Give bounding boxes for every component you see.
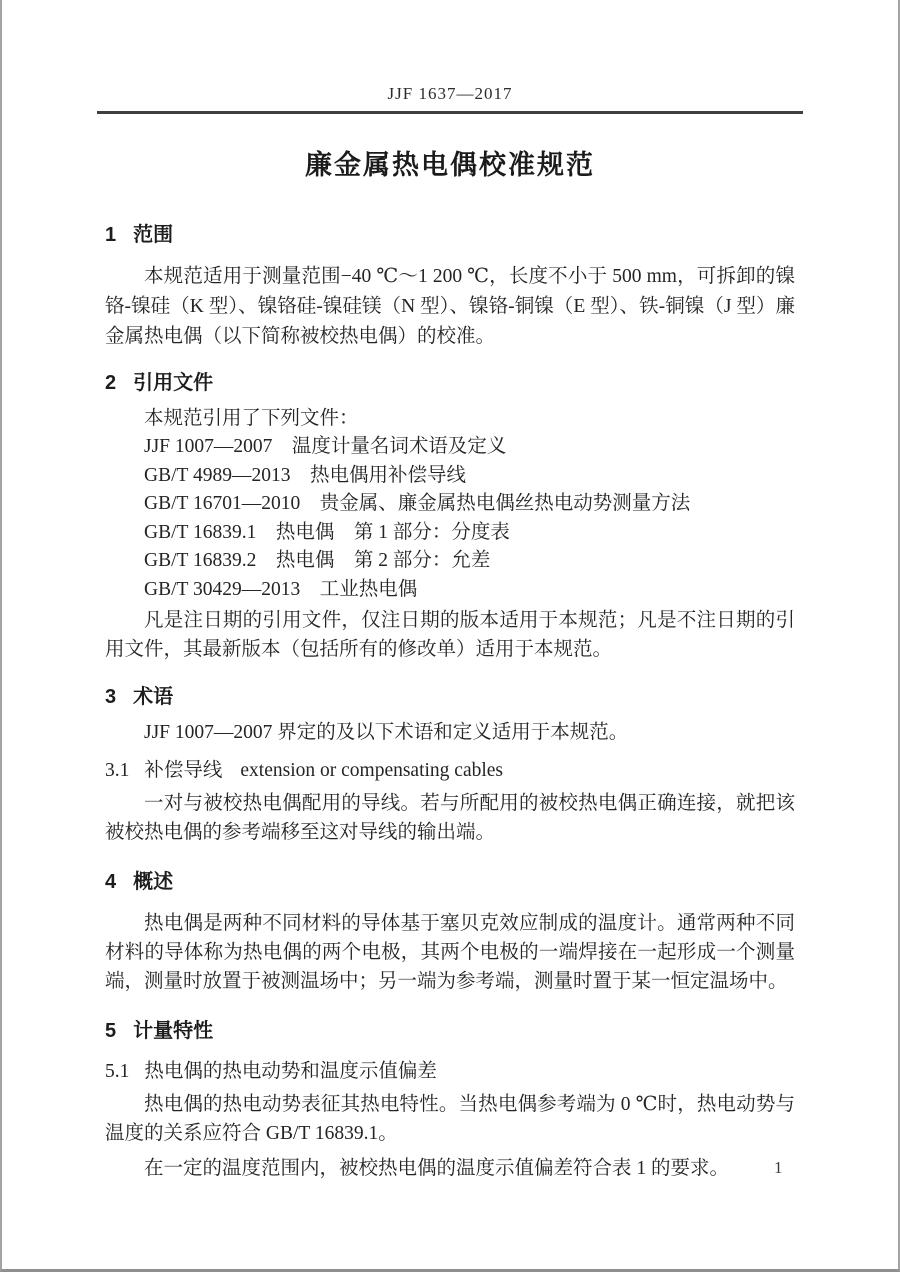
section-number: 3 xyxy=(105,686,117,708)
subsection-title: 热电偶的热电动势和温度示值偏差 xyxy=(144,1061,437,1082)
section-title: 引用文件 xyxy=(133,372,214,394)
section-heading-references xyxy=(105,370,795,396)
term-name-zh: 补偿导线 xyxy=(144,760,223,781)
section-heading-scope xyxy=(105,222,795,248)
section-number: 5 xyxy=(105,1020,117,1042)
reference-item: GB/T 4989—2013 热电偶用补偿导线 xyxy=(144,464,466,486)
reference-item: GB/T 30429—2013 工业热电偶 xyxy=(144,578,418,600)
term-name-en: extension or compensating cables xyxy=(240,760,504,781)
term-definition: 一对与被校热电偶配用的导线。若与所配用的被校热电偶正确连接，就把该被校热电偶的参考端移至这对导线的输出端。 xyxy=(105,793,795,843)
document-title: 廉金属热电偶校准规范 xyxy=(305,150,595,180)
document-body xyxy=(2,222,898,1183)
metrology-paragraph-1: 热电偶的热电动势表征其热电特性。当热电偶参考端为 0 ℃时，热电动势与温度的关系应符合 GB/T 16839.1。 xyxy=(105,1094,795,1144)
section-title: 概述 xyxy=(133,871,174,893)
references-note: 凡是注日期的引用文件，仅注日期的版本适用于本规范；凡是不注日期的引用文件，其最新版本（包括所有的修改单）适用于本规范。 xyxy=(105,610,795,660)
section-heading-overview xyxy=(105,869,795,895)
terms-intro: JJF 1007—2007 界定的及以下术语和定义适用于本规范。 xyxy=(144,722,629,743)
term-number: 3.1 xyxy=(105,760,130,781)
reference-item: JJF 1007—2007 温度计量名词术语及定义 xyxy=(144,436,507,457)
metrology-paragraph-2: 在一定的温度范围内，被校热电偶的温度示值偏差符合表 1 的要求。 xyxy=(144,1158,730,1179)
reference-item: GB/T 16839.1 热电偶 第 1 部分：分度表 xyxy=(144,521,510,543)
reference-item: GB/T 16701—2010 贵金属、廉金属热电偶丝热电动势测量方法 xyxy=(144,493,691,514)
subsection-number: 5.1 xyxy=(105,1061,130,1082)
running-header xyxy=(2,0,898,114)
section-title: 计量特性 xyxy=(133,1020,214,1042)
section-number: 2 xyxy=(105,372,117,394)
section-title: 范围 xyxy=(133,224,174,246)
section-title: 术语 xyxy=(133,686,174,708)
section-number: 1 xyxy=(105,224,117,246)
subsection-5-1-heading xyxy=(105,1058,795,1086)
references-intro: 本规范引用了下列文件： xyxy=(144,408,359,429)
section-heading-terms xyxy=(105,684,795,710)
overview-paragraph: 热电偶是两种不同材料的导体基于塞贝克效应制成的温度计。通常两种不同材料的导体称为热电偶的两个电极，其两个电极的一端焊接在一起形成一个测量端，测量时放置于被测温场中；另一端为参考端，测量时置于某一恒定温场中。 xyxy=(105,913,795,992)
doc-code: JJF 1637—2017 xyxy=(387,84,513,103)
scope-paragraph: 本规范适用于测量范围−40 ℃～1 200 ℃，长度不小于 500 mm，可拆卸的镍铬-镍硅（K 型）、镍铬硅-镍硅镁（N 型）、镍铬-铜镍（E 型）、铁-铜镍（J 型）廉金属热电偶（以下简称被校热电偶）的校准。 xyxy=(105,266,795,347)
header-rule xyxy=(97,111,803,114)
references-list xyxy=(105,433,795,604)
term-definition-heading xyxy=(105,757,795,785)
section-heading-metrology xyxy=(105,1018,795,1044)
reference-item: GB/T 16839.2 热电偶 第 2 部分：允差 xyxy=(144,550,491,571)
section-number: 4 xyxy=(105,871,117,893)
page-number: 1 xyxy=(774,1158,783,1177)
